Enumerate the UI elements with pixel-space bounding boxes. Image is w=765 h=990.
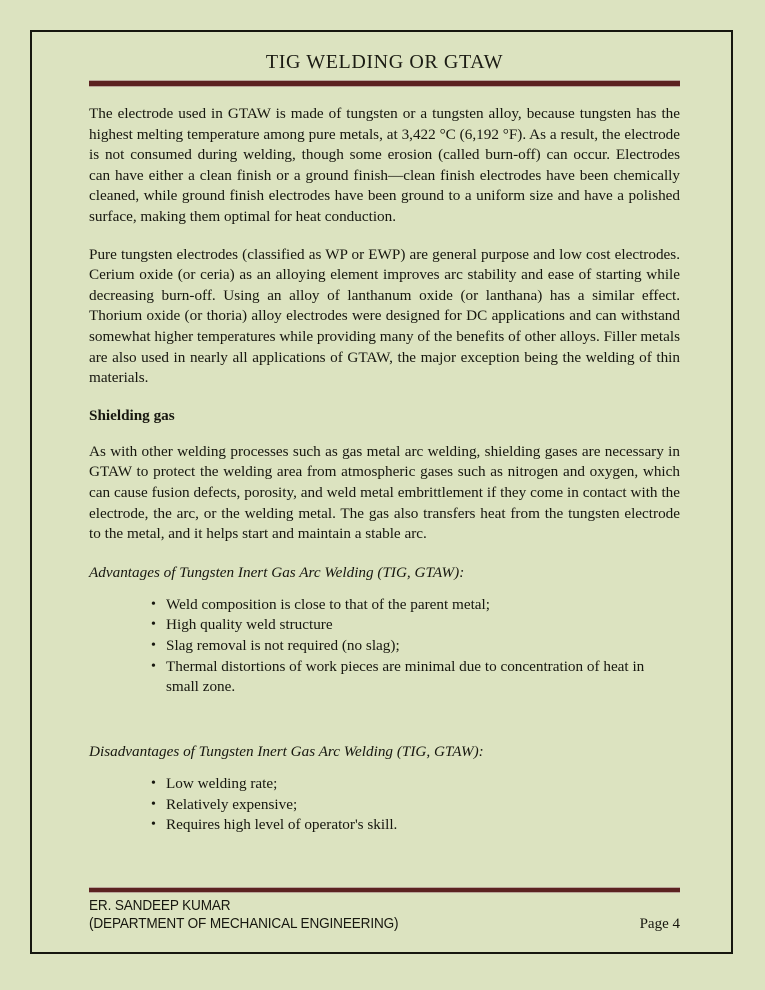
footer-divider-rule [89, 887, 680, 893]
list-item: • Weld composition is close to that of the parent metal; [89, 595, 680, 616]
footer-author: ER. SANDEEP KUMAR [89, 897, 231, 914]
section-spacer [89, 698, 680, 724]
footer-page-number: Page 4 [639, 916, 680, 932]
footer-author-block [89, 897, 398, 934]
heading-advantages: Advantages of Tungsten Inert Gas Arc Welding (TIG, GTAW): [89, 563, 465, 581]
list-item: • High quality weld structure [89, 615, 680, 636]
page-footer [89, 887, 680, 934]
page-content [89, 42, 680, 946]
list-item: • Low welding rate; [89, 774, 680, 795]
paragraph-electrode-types: Pure tungsten electrodes (classified as WP or EWP) are general purpose and low cost electrodes. Cerium oxide (or ceria) as an alloying element improves arc stability and ease of starting while decreasing burn-off. Using an alloy of lanthanum oxide (or lanthana) has a similar effect. Thorium oxide (or thoria) alloy electrodes were designed for DC applications and can withstand somewhat higher temperatures while providing many of the benefits of other alloys. Filler metals are also used in nearly all applications of GTAW, the major exception being the welding of thin materials. [89, 245, 680, 387]
paragraph-shielding-gas: As with other welding processes such as gas metal arc welding, shielding gases are necessary in GTAW to protect the welding area from atmospheric gases such as nitrogen and oxygen, which can cause fusion defects, porosity, and weld metal embrittlement if they come in contact with the electrode, the arc, or the welding metal. The gas also transfers heat from the tungsten electrode to the metal, and it helps start and maintain a stable arc. [89, 442, 680, 543]
list-item: • Slag removal is not required (no slag); [89, 636, 680, 657]
list-item: • Thermal distortions of work pieces are minimal due to concentration of heat in small zone. [89, 657, 680, 698]
advantages-list [89, 595, 680, 698]
page-title: TIG WELDING OR GTAW [265, 51, 504, 73]
list-item: • Requires high level of operator's skill. [89, 815, 680, 836]
page-frame [30, 30, 733, 954]
footer-row [89, 897, 680, 934]
heading-disadvantages: Disadvantages of Tungsten Inert Gas Arc Welding (TIG, GTAW): [89, 743, 484, 761]
footer-department: (DEPARTMENT OF MECHANICAL ENGINEERING) [89, 916, 399, 933]
paragraph-electrode-material: The electrode used in GTAW is made of tungsten or a tungsten alloy, because tungsten has the highest melting temperature among pure metals, at 3,422 °C (6,192 °F). As a result, the electrode is not consumed during welding, though some erosion (called burn-off) can occur. Electrodes can have either a clean finish or a ground finish—clean finish electrodes have been chemically cleaned, while ground finish electrodes have been ground to a uniform size and have a polished surface, making them optimal for heat conduction. [89, 105, 680, 225]
list-item: • Relatively expensive; [89, 795, 680, 816]
disadvantages-list [89, 774, 680, 836]
title-divider-rule [89, 80, 680, 87]
heading-shielding-gas: Shielding gas [89, 406, 175, 424]
